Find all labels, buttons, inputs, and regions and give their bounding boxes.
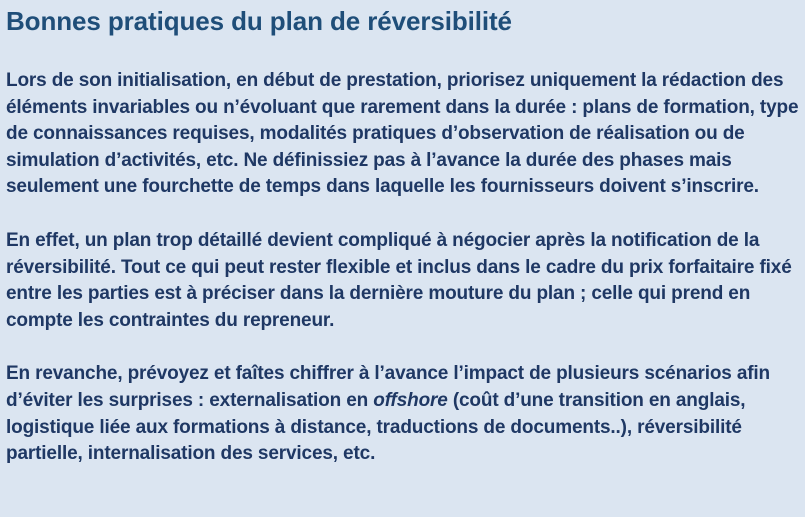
paragraph-en-revanche — [6, 361, 799, 467]
page-title: Bonnes pratiques du plan de réversibilité — [6, 6, 512, 36]
offshore-emphasis: offshore — [373, 389, 448, 411]
paragraph-en-revanche-text-start: En revanche, prévoyez et faîtes chiffrer à l’avance l’impact de plusieurs scénarios afin d’éviter les surprises : externalisation en — [6, 363, 771, 411]
paragraph-initialisation: Lors de son initialisation, en début de prestation, priorisez uniquement la rédaction des éléments invariables ou n’évoluant que rarement dans la durée : plans de formation, type de connaissances requises, modalités pratiques d’observation de réalisation ou de simulation d’activités, etc. Ne définissiez pas à l’avance la durée des phases mais seulement une fourchette de temps dans laquelle les fournisseurs doivent s’inscrire. — [6, 70, 799, 198]
paragraph-en-effet: En effet, un plan trop détaillé devient compliqué à négocier après la notification de la réversibilité. Tout ce qui peut rester flexible et inclus dans le cadre du prix forfaitaire fixé entre les parties est à préciser dans la dernière mouture du plan ; celle qui prend en compte les contraintes du repreneur. — [6, 229, 792, 331]
paragraph-en-revanche-text-end: (coût d’une transition en anglais, logistique liée aux formations à distance, traductions de documents..), réversibilité partielle, internalisation des services, etc. — [6, 389, 746, 465]
